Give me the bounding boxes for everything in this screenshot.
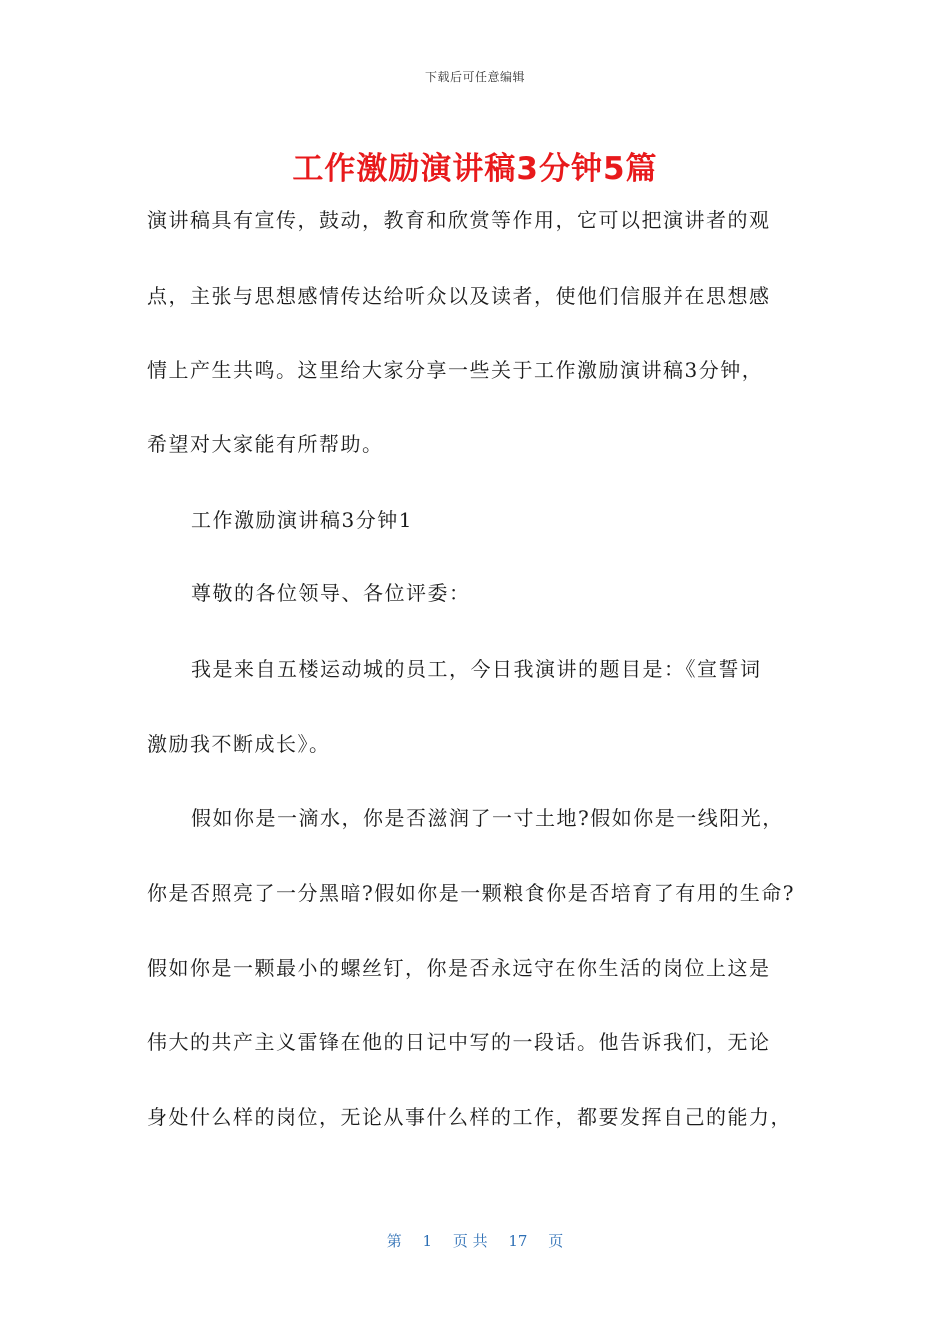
body-line-3: 情上产生共鸣。这里给大家分享一些关于工作激励演讲稿3分钟， bbox=[147, 358, 764, 382]
body-line-7: 我是来自五楼运动城的员工，今日我演讲的题目是：《宣誓词 bbox=[191, 657, 762, 681]
body-line-1: 演讲稿具有宣传，鼓动，教育和欣赏等作用，它可以把演讲者的观 bbox=[147, 208, 771, 232]
footer-suffix: 页 bbox=[548, 1232, 564, 1250]
page-footer bbox=[0, 1230, 950, 1251]
footer-total-pages: 17 bbox=[508, 1232, 528, 1250]
footer-prefix: 第 bbox=[386, 1232, 402, 1250]
salutation: 尊敬的各位领导、各位评委： bbox=[191, 581, 471, 605]
body-line-2: 点，主张与思想感情传达给听众以及读者，使他们信服并在思想感 bbox=[147, 284, 771, 308]
body-line-10: 你是否照亮了一分黑暗?假如你是一颗粮食你是否培育了有用的生命? bbox=[147, 881, 795, 905]
body-line-12: 伟大的共产主义雷锋在他的日记中写的一段话。他告诉我们，无论 bbox=[147, 1030, 771, 1054]
footer-middle: 页 共 bbox=[452, 1232, 488, 1250]
body-line-13: 身处什么样的岗位，无论从事什么样的工作，都要发挥自己的能力， bbox=[147, 1105, 792, 1129]
body-line-11: 假如你是一颗最小的螺丝钉，你是否永远守在你生活的岗位上这是 bbox=[147, 956, 771, 980]
header-note: 下载后可任意编辑 bbox=[424, 70, 525, 84]
section-heading: 工作激励演讲稿3分钟1 bbox=[191, 508, 413, 532]
body-line-9: 假如你是一滴水，你是否滋润了一寸土地?假如你是一线阳光， bbox=[191, 806, 784, 830]
document-title: 工作激励演讲稿3分钟5篇 bbox=[292, 151, 658, 187]
body-line-4: 希望对大家能有所帮助。 bbox=[147, 432, 384, 456]
footer-page-number: 1 bbox=[422, 1232, 433, 1250]
body-line-8: 激励我不断成长》。 bbox=[147, 732, 331, 756]
